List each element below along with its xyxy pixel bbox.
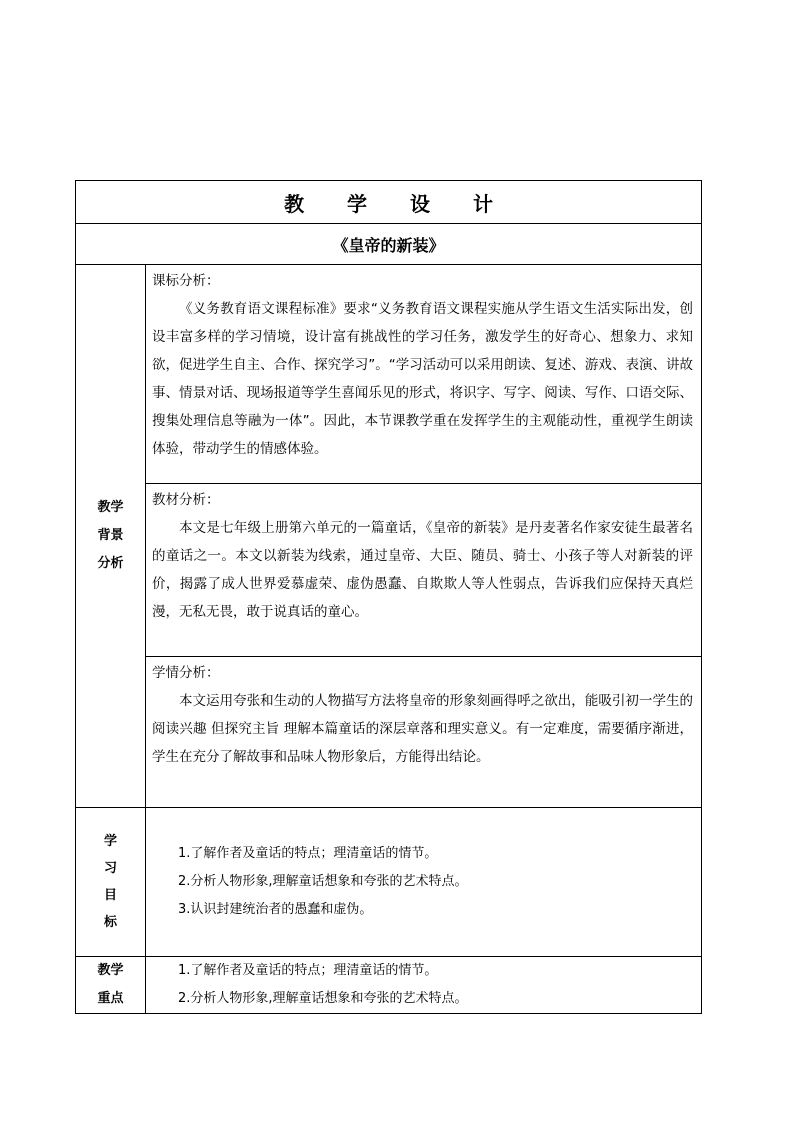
lesson-title-row	[76, 224, 702, 265]
key-points-label: 教学 重点	[76, 957, 146, 1014]
list-item: 2.分析人物形象,理解童话想象和夸张的艺术特点。	[178, 874, 468, 889]
list-item: 2.分析人物形象,理解童话想象和夸张的艺术特点。	[178, 991, 468, 1006]
learner-analysis	[146, 657, 702, 808]
objectives-label: 学 习 目 标	[76, 808, 146, 957]
key-points-row	[76, 957, 702, 1014]
title-row	[76, 181, 702, 224]
learners-heading: 学情分析：	[152, 665, 220, 681]
curriculum-heading: 课标分析：	[152, 273, 220, 289]
curriculum-analysis	[146, 265, 702, 484]
list-item: 1.了解作者及童话的特点；理清童话的情节。	[178, 963, 438, 978]
textbook-analysis	[146, 484, 702, 657]
document-title: 教 学 设 计	[76, 181, 702, 224]
curriculum-text: 《义务教育语文课程标准》要求“义务教育语文课程实施从学生语文生活实际出发，创设丰富多样的学习情境，设计富有挑战性的学习任务，激发学生的好奇心、想象力、求知欲，促进学生自主、合作、探究学习”。“学习活动可以采用朗读、复述、游戏、表演、讲故事、情景对话、现场报道等学生喜闻乐见的形式，将识字、写字、阅读、写作、口语交际、搜集处理信息等融为一体”。因此，本节课教学重在发挥学生的主观能动性，重视学生朗读体验，带动学生的情感体验。	[152, 301, 694, 457]
list-item: 1.了解作者及童话的特点；理清童话的情节。	[178, 846, 438, 861]
objectives-list	[152, 840, 693, 924]
learners-row	[76, 657, 702, 808]
key-points-list	[152, 957, 693, 1013]
background-label: 教学 背景 分析	[76, 265, 146, 808]
objectives-content	[146, 808, 702, 957]
list-item: 3.认识封建统治者的愚蠢和虚伪。	[178, 902, 373, 917]
textbook-row	[76, 484, 702, 657]
key-points-content	[146, 957, 702, 1014]
curriculum-row	[76, 265, 702, 484]
textbook-heading: 教材分析：	[152, 492, 220, 508]
learners-text: 本文运用夸张和生动的人物描写方法将皇帝的形象刻画得呼之欲出，能吸引初一学生的阅读兴趣 但探究主旨 理解本篇童话的深层章落和理实意义。有一定难度，需要循序渐进，学生在充分了解故事和品味人物形象后，方能得出结论。	[152, 693, 694, 765]
lesson-plan-table	[75, 180, 702, 1014]
textbook-text: 本文是七年级上册第六单元的一篇童话，《皇帝的新装》是丹麦著名作家安徒生最著名的童话之一。本文以新装为线索，通过皇帝、大臣、随员、骑士、小孩子等人对新装的评价，揭露了成人世界爱慕虚荣、虚伪愚蠢、自欺欺人等人性弱点，告诉我们应保持天真烂漫，无私无畏，敢于说真话的童心。	[152, 520, 694, 620]
objectives-row	[76, 808, 702, 957]
lesson-title: 《皇帝的新装》	[76, 224, 702, 265]
